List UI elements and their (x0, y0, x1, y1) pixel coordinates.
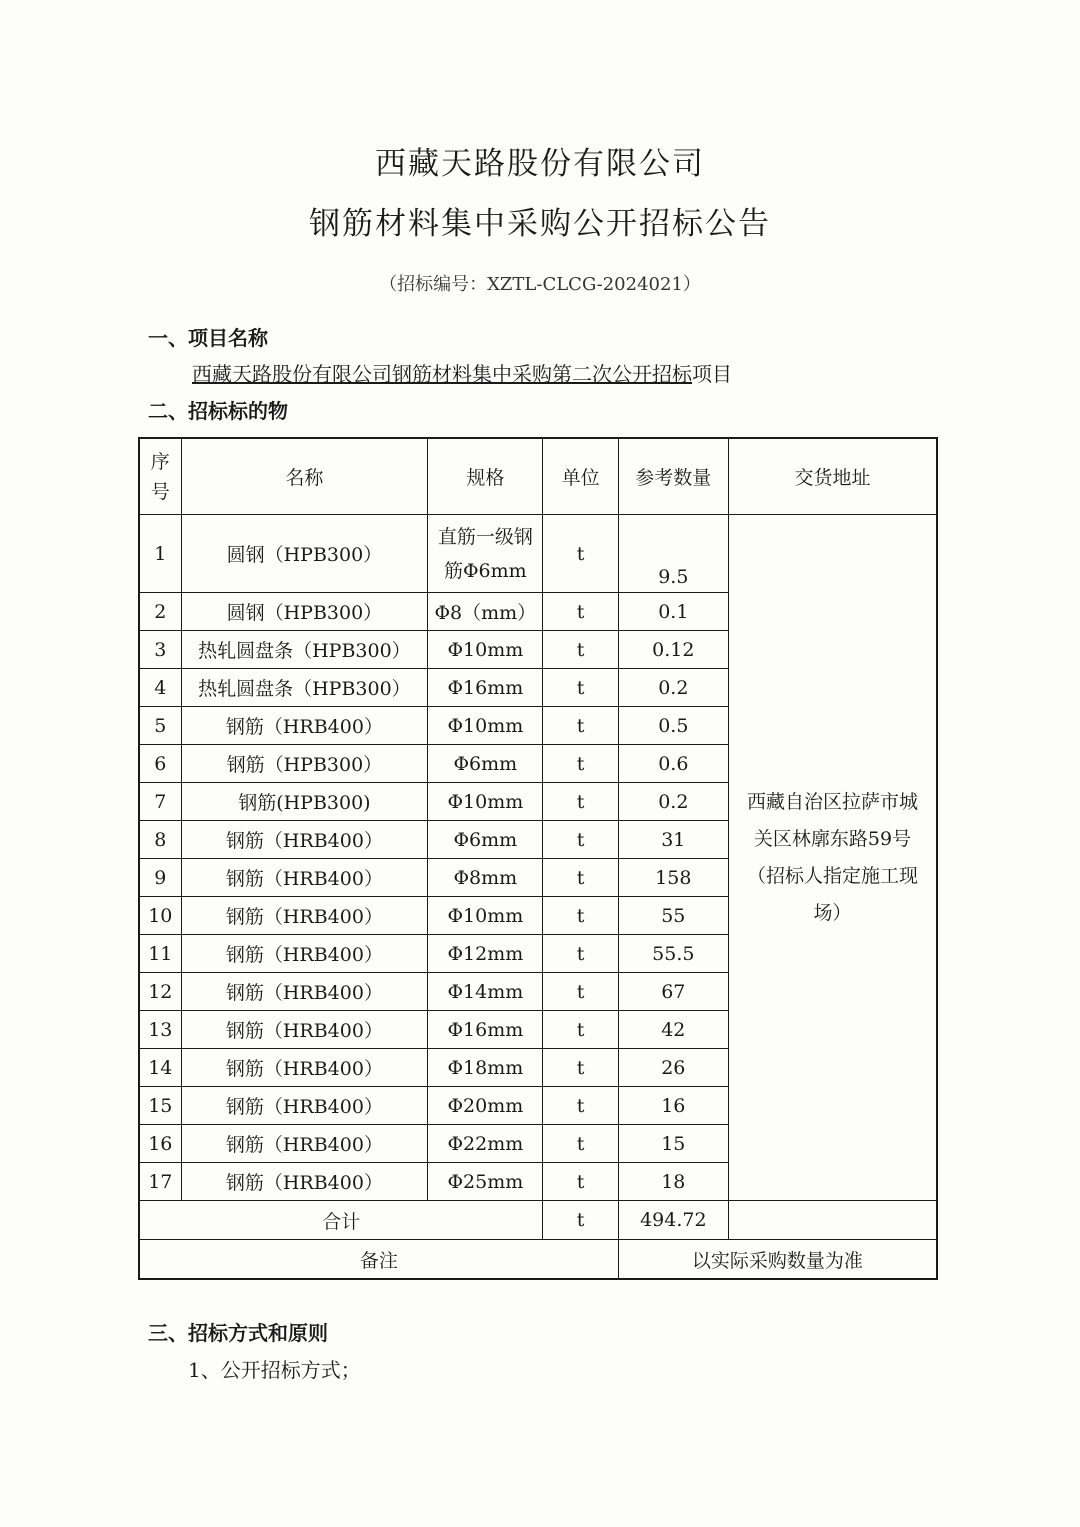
cell-spec: Φ18mm (428, 1049, 543, 1087)
header-unit: 单位 (543, 438, 618, 515)
cell-qty: 31 (618, 821, 728, 859)
section-heading-project-name: 一、项目名称 (148, 326, 268, 350)
cell-qty: 0.12 (618, 631, 728, 669)
cell-unit: t (543, 897, 618, 935)
cell-spec: Φ14mm (428, 973, 543, 1011)
cell-spec: Φ16mm (428, 1011, 543, 1049)
cell-seq: 5 (139, 707, 181, 745)
cell-qty: 16 (618, 1087, 728, 1125)
cell-qty: 0.2 (618, 669, 728, 707)
cell-qty: 158 (618, 859, 728, 897)
header-qty: 参考数量 (618, 438, 728, 515)
cell-unit: t (543, 1163, 618, 1201)
document-subtitle: 钢筋材料集中采购公开招标公告 (309, 206, 771, 242)
document-title: 西藏天路股份有限公司 (375, 146, 705, 182)
cell-spec: Φ22mm (428, 1125, 543, 1163)
header-address: 交货地址 (728, 438, 937, 515)
cell-name: 圆钢（HPB300） (181, 515, 428, 593)
cell-unit: t (543, 1125, 618, 1163)
cell-spec: Φ16mm (428, 669, 543, 707)
cell-seq: 7 (139, 783, 181, 821)
cell-spec: Φ10mm (428, 783, 543, 821)
cell-seq: 9 (139, 859, 181, 897)
cell-seq: 12 (139, 973, 181, 1011)
total-qty: 494.72 (618, 1201, 728, 1240)
cell-unit: t (543, 973, 618, 1011)
cell-unit: t (543, 631, 618, 669)
section-heading-tender-items: 二、招标标的物 (148, 399, 288, 423)
cell-name: 钢筋（HRB400） (181, 1087, 428, 1125)
delivery-address: 西藏自治区拉萨市城 关区林廓东路59号 （招标人指定施工现 场） (728, 515, 937, 1201)
cell-name: 钢筋（HRB400） (181, 821, 428, 859)
cell-name: 钢筋(HPB300) (181, 783, 428, 821)
cell-unit: t (543, 821, 618, 859)
cell-spec: Φ8（mm） (428, 593, 543, 631)
cell-unit: t (543, 707, 618, 745)
cell-name: 热轧圆盘条（HPB300） (181, 631, 428, 669)
cell-unit: t (543, 1087, 618, 1125)
header-name: 名称 (181, 438, 428, 515)
cell-qty: 0.5 (618, 707, 728, 745)
cell-qty: 18 (618, 1163, 728, 1201)
cell-spec: Φ6mm (428, 821, 543, 859)
cell-spec: Φ12mm (428, 935, 543, 973)
cell-seq: 13 (139, 1011, 181, 1049)
header-spec: 规格 (428, 438, 543, 515)
cell-unit: t (543, 515, 618, 593)
cell-name: 圆钢（HPB300） (181, 593, 428, 631)
cell-spec: Φ8mm (428, 859, 543, 897)
cell-name: 钢筋（HPB300） (181, 745, 428, 783)
note-label: 备注 (139, 1240, 618, 1280)
header-seq: 序 号 (139, 438, 181, 515)
tender-items-table (138, 437, 938, 1280)
table-header-row (139, 438, 937, 515)
cell-qty: 15 (618, 1125, 728, 1163)
cell-qty: 55.5 (618, 935, 728, 973)
cell-name: 钢筋（HRB400） (181, 1125, 428, 1163)
cell-name: 钢筋（HRB400） (181, 707, 428, 745)
cell-unit: t (543, 745, 618, 783)
table-total-row (139, 1201, 937, 1240)
cell-unit: t (543, 1011, 618, 1049)
cell-name: 钢筋（HRB400） (181, 897, 428, 935)
note-value: 以实际采购数量为准 (618, 1240, 937, 1280)
total-label: 合计 (139, 1201, 543, 1240)
cell-name: 钢筋（HRB400） (181, 859, 428, 897)
cell-name: 钢筋（HRB400） (181, 1011, 428, 1049)
total-address-empty (728, 1201, 937, 1240)
cell-qty: 55 (618, 897, 728, 935)
project-name-underlined: 西藏天路股份有限公司钢筋材料集中采购第二次公开招标 (192, 362, 692, 386)
table-row (139, 515, 937, 593)
project-name (192, 358, 732, 387)
cell-unit: t (543, 859, 618, 897)
cell-unit: t (543, 783, 618, 821)
cell-unit: t (543, 669, 618, 707)
section-heading-tender-method: 三、招标方式和原则 (148, 1321, 328, 1345)
cell-name: 钢筋（HRB400） (181, 1163, 428, 1201)
cell-unit: t (543, 935, 618, 973)
cell-name: 热轧圆盘条（HPB300） (181, 669, 428, 707)
tender-method-item: 1、公开招标方式； (188, 1358, 361, 1382)
cell-spec: 直筋一级钢 筋Φ6mm (428, 515, 543, 593)
project-name-suffix: 项目 (692, 362, 732, 386)
cell-seq: 10 (139, 897, 181, 935)
cell-seq: 16 (139, 1125, 181, 1163)
cell-seq: 8 (139, 821, 181, 859)
cell-name: 钢筋（HRB400） (181, 973, 428, 1011)
cell-name: 钢筋（HRB400） (181, 1049, 428, 1087)
cell-qty: 67 (618, 973, 728, 1011)
cell-qty: 9.5 (618, 515, 728, 593)
cell-spec: Φ10mm (428, 707, 543, 745)
cell-seq: 6 (139, 745, 181, 783)
cell-seq: 2 (139, 593, 181, 631)
tender-number: （招标编号：XZTL-CLCG-2024021） (379, 274, 701, 295)
cell-qty: 26 (618, 1049, 728, 1087)
cell-spec: Φ25mm (428, 1163, 543, 1201)
cell-seq: 15 (139, 1087, 181, 1125)
total-unit: t (543, 1201, 618, 1240)
cell-spec: Φ10mm (428, 897, 543, 935)
cell-spec: Φ20mm (428, 1087, 543, 1125)
cell-seq: 11 (139, 935, 181, 973)
cell-seq: 14 (139, 1049, 181, 1087)
cell-seq: 17 (139, 1163, 181, 1201)
cell-qty: 0.1 (618, 593, 728, 631)
cell-qty: 42 (618, 1011, 728, 1049)
cell-spec: Φ10mm (428, 631, 543, 669)
cell-spec: Φ6mm (428, 745, 543, 783)
cell-seq: 4 (139, 669, 181, 707)
cell-qty: 0.6 (618, 745, 728, 783)
cell-unit: t (543, 1049, 618, 1087)
table-note-row (139, 1240, 937, 1280)
cell-unit: t (543, 593, 618, 631)
cell-qty: 0.2 (618, 783, 728, 821)
cell-name: 钢筋（HRB400） (181, 935, 428, 973)
cell-seq: 3 (139, 631, 181, 669)
cell-seq: 1 (139, 515, 181, 593)
